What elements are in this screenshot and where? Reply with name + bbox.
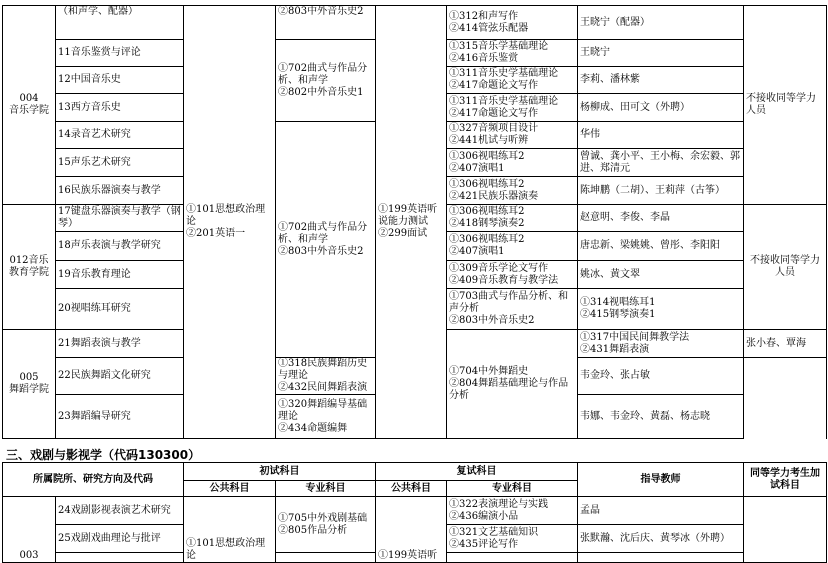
retest-cell: ①311音乐史学基础理论 ②417命题论文写作 [447,94,578,122]
retest-cell: ①317中国民间舞教学法 ②431舞蹈表演 [578,330,744,358]
spec-cell: ①703曲式与作品分析、和声分析 ②803中外音乐史2 [447,289,578,330]
direction-cell: 21舞蹈表演与教学 [56,330,184,358]
direction-cell: 16民族乐器演奏与教学 [56,177,184,205]
spec-cell: ②803中外音乐史2 [276,6,376,40]
header-equiv: 同等学力考生加试科目 [744,463,827,497]
public-retest-cell: ①199英语听 [376,497,447,563]
retest-cell [447,553,578,563]
direction-cell: 13西方音乐史 [56,94,184,122]
public-first-cell: ①101思想政治理论 ②201英语一 [184,6,276,439]
spec-cell: ①705中外戏剧基础 ②805作品分析 [276,497,376,553]
dept-cell: 005 舞蹈学院 [3,330,56,439]
header-first: 初试科目 [184,463,376,481]
public-first-cell: ①101思想政治理论 [184,497,276,563]
direction-cell: 19音乐教育理论 [56,261,184,289]
direction-cell: （和声学、配器） [56,6,184,40]
retest-cell: ①309音乐学论文写作 ②409音乐教育与教学法 [447,261,578,289]
direction-cell: 24戏剧影视表演艺术研究 [56,497,184,525]
header-retest: 复试科目 [376,463,578,481]
teacher-cell: 唐忠新、梁姚姚、曾彤、李阳阳 [578,232,744,261]
teacher-cell: 韦娜、韦金玲、黄磊、杨志晓 [578,395,744,439]
unaccepted-cell: 不接收同等学力人员 [744,205,827,330]
spec-cell [276,553,376,563]
equiv-cell [744,497,827,563]
teacher-cell: 姚冰、黄文翠 [578,261,744,289]
header-spec: 专业科目 [276,481,376,497]
direction-cell: 25戏剧戏曲理论与批评 [56,525,184,553]
retest-cell: ①327音频项目设计 ②441机试与听辨 [447,122,578,149]
spec-cell: ①702曲式与作品分析、和声学 ②803中外音乐史2 [276,122,376,358]
unaccepted-cell: 不接收同等学力人员 [744,6,827,205]
retest-cell: ①306视唱练耳2 ②418钢琴演奏2 [447,205,578,232]
enrollment-table-music [2,5,827,439]
retest-cell: ①306视唱练耳2 ②421民族乐器演奏 [447,177,578,205]
retest-cell: ①315音乐学基础理论 ②416音乐鉴赏 [447,40,578,67]
dept-cell: 012音乐 教育学院 [3,205,56,330]
retest-cell: ①314视唱练耳1 ②415钢琴演奏1 [578,289,744,330]
teacher-cell: 张小春、覃海 [744,330,827,358]
teacher-cell: 华伟 [578,122,744,149]
direction-cell: 18声乐表演与教学研究 [56,232,184,261]
teacher-cell [578,553,744,563]
teacher-cell: 韦金玲、张占敏 [578,358,744,395]
retest-cell: ①306视唱练耳2 ②407演唱1 [447,232,578,261]
dept-cell: 004 音乐学院 [3,6,56,205]
direction-cell [56,553,184,563]
header-public2: 公共科目 [376,481,447,497]
direction-cell: 17键盘乐器演奏与教学（钢琴） [56,205,184,232]
dept-cell: 003 [3,497,56,563]
direction-cell: 11音乐鉴赏与评论 [56,40,184,67]
header-teacher: 指导教师 [578,463,744,497]
direction-cell: 15声乐艺术研究 [56,149,184,177]
spec-cell: ①704中外舞蹈史 ②804舞蹈基础理论与作品分析 [447,330,578,439]
header-dept: 所属院所、研究方向及代码 [3,463,184,497]
direction-cell: 23舞蹈编导研究 [56,395,184,439]
retest-cell: ①320舞蹈编导基础理论 ②434命题编舞 [276,395,376,439]
teacher-cell: 张默瀚、沈后庆、黄琴冰（外聘） [578,525,744,553]
teacher-cell: 孟晶 [578,497,744,525]
retest-cell: ①321文艺基础知识 ②435评论写作 [447,525,578,553]
teacher-cell: 陈坤鹏（二胡）、王莉萍（古筝） [578,177,744,205]
header-public: 公共科目 [184,481,276,497]
teacher-cell: 曾诚、龚小平、王小梅、余宏毅、郭进、郑清元 [578,149,744,177]
retest-cell: ①322表演理论与实践 ②436编演小品 [447,497,578,525]
spec-cell: ①702曲式与作品分析、和声学 ②802中外音乐史1 [276,40,376,122]
retest-cell: ①311音乐史学基础理论 ②417命题论文写作 [447,67,578,94]
teacher-cell: 杨柳成、田可文（外聘） [578,94,744,122]
enrollment-table-drama [2,462,827,563]
direction-cell: 14录音艺术研究 [56,122,184,149]
public-retest-cell: ①199英语听说能力测试 ②299面试 [376,6,447,439]
teacher-cell: 王晓宁 [578,40,744,67]
direction-cell: 20视唱练耳研究 [56,289,184,330]
retest-cell: ①318民族舞蹈历史与理论 ②432民间舞蹈表演 [276,358,376,395]
teacher-cell: 王晓宁（配器） [578,6,744,40]
retest-cell: ①312和声写作 ②414管弦乐配器 [447,6,578,40]
header-spec2: 专业科目 [447,481,578,497]
teacher-cell: 李莉、潘林紫 [578,67,744,94]
teacher-cell: 赵意明、李俊、李晶 [578,205,744,232]
section-title: 三、戏剧与影视学（代码130300） [6,448,201,462]
retest-cell: ①306视唱练耳2 ②407演唱1 [447,149,578,177]
direction-cell: 12中国音乐史 [56,67,184,94]
direction-cell: 22民族舞蹈文化研究 [56,358,184,395]
